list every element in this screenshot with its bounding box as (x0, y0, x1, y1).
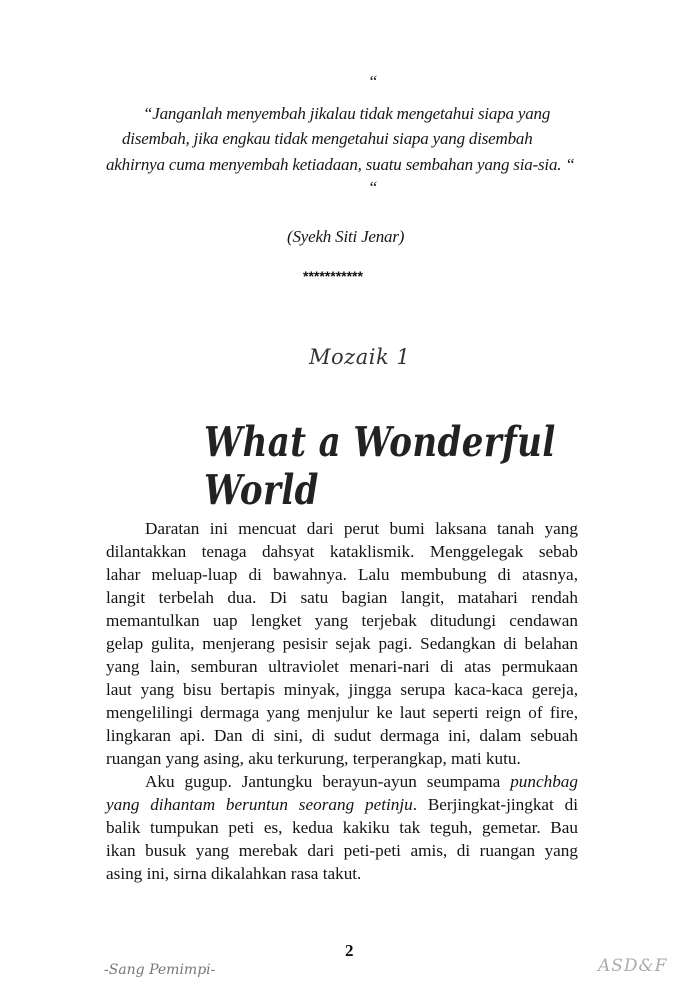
epigraph-line-1: “Janganlah menyembah jikalau tidak mengetahui siapa yang (143, 104, 551, 123)
paragraph-1-line: langit terbelah dua. Di satu bagian langit, matahari rendah (106, 588, 578, 607)
chapter-title: What a Wonderful World (204, 418, 556, 514)
paragraph-1-line: gelap gulita, menjerang pesisir sejak pagi. Sedangkan di belahan (106, 634, 578, 653)
paragraph-2-line (145, 771, 578, 793)
footer-watermark-logo: ASD&F (598, 956, 668, 976)
paragraph-2-line: asing ini, sirna dikalahkan rasa takut. (106, 864, 362, 883)
section-separator: *********** (303, 268, 363, 284)
paragraph-2-italic: yang dihantam beruntun seorang petinju (106, 795, 413, 814)
paragraph-2-line (106, 794, 578, 816)
paragraph-1-line: memantulkan uap lengket yang terjebak ditudungi cendawan (106, 611, 578, 630)
chapter-label: Mozaik 1 (309, 345, 411, 369)
paragraph-2-line: ikan busuk yang merebak dari peti-peti amis, di ruangan yang (106, 841, 578, 860)
paragraph-2-text: . Berjingkat-jingkat di (412, 795, 578, 814)
paragraph-1-line: lahar meluap-luap di bawahnya. Lalu membubung di atasnya, (106, 565, 578, 584)
paragraph-1-line: lingkaran api. Dan di sini, di sudut dermaga ini, dalam sebuah (106, 726, 578, 745)
paragraph-1-line: laut yang bisu bertapis minyak, jingga serupa kaca-kaca gereja, (106, 680, 578, 699)
paragraph-1-line: mengelilingi dermaga yang menjulur ke laut seperti reign of fire, (106, 703, 578, 722)
page-number: 2 (345, 941, 354, 960)
paragraph-1-line: yang lain, semburan ultraviolet menari-nari di atas permukaan (106, 657, 578, 676)
paragraph-1-line: Daratan ini mencuat dari perut bumi laksana tanah yang (145, 519, 578, 538)
paragraph-1-line: dilantakkan tenaga dahsyat kataklismik. Menggelegak sebab (106, 542, 578, 561)
footer-book-title: -Sang Pemimpi- (104, 962, 216, 978)
epigraph-close-quote: “ (368, 178, 378, 197)
epigraph-line-2: disembah, jika engkau tidak mengetahui siapa yang disembah (122, 129, 533, 148)
epigraph-line-3: akhirnya cuma menyembah ketiadaan, suatu sembahan yang sia-sia. “ (106, 155, 575, 174)
paragraph-1-line: ruangan yang asing, aku terkurung, terperangkap, mati kutu. (106, 749, 521, 768)
epigraph-attribution: (Syekh Siti Jenar) (287, 227, 405, 246)
paragraph-2-text: Aku gugup. Jantungku berayun-ayun seumpama (145, 772, 511, 791)
paragraph-2-line: balik tumpukan peti es, kedua kakiku tak teguh, gemetar. Bau (106, 818, 578, 837)
epigraph-open-quote: “ (368, 72, 378, 91)
paragraph-2-italic: punchbag (510, 772, 578, 791)
